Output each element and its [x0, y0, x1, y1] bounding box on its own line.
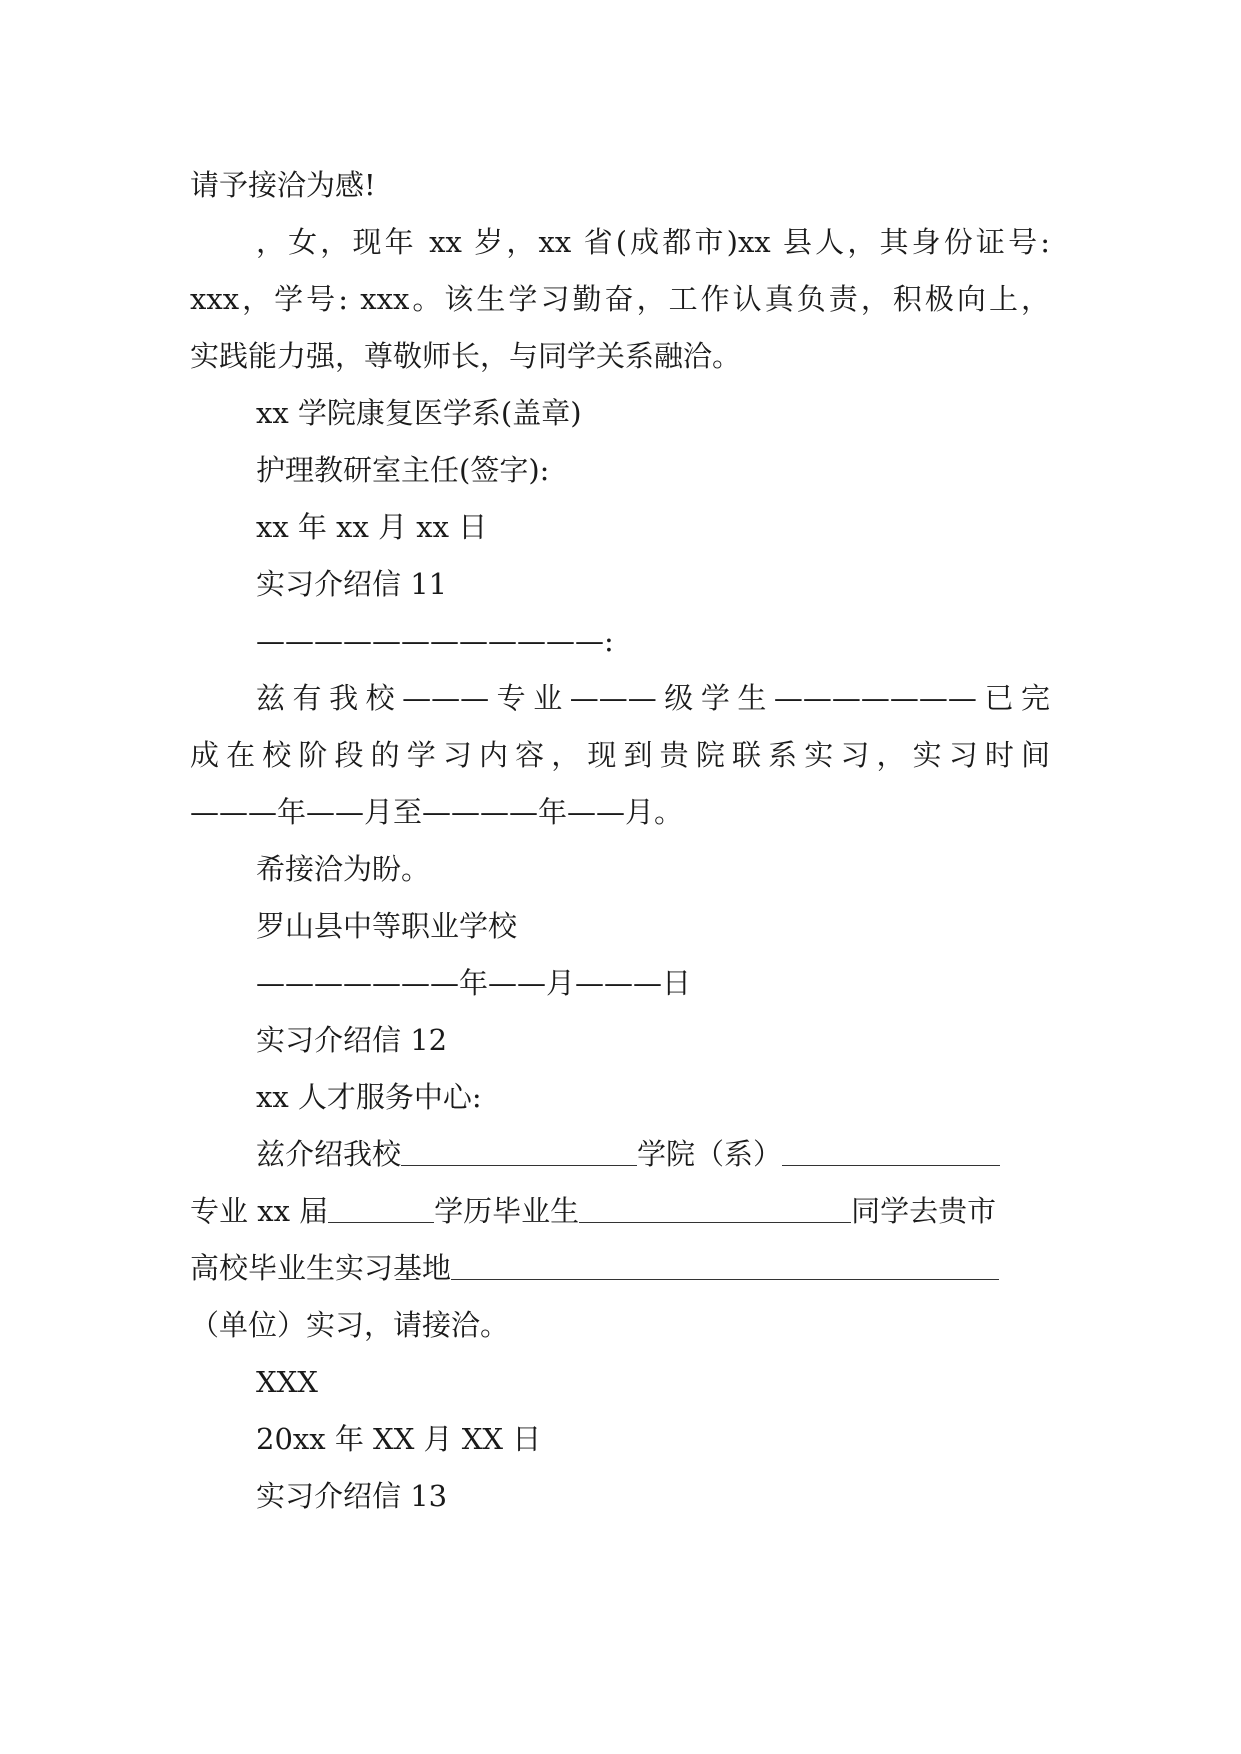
text-fragment: 同学去贵市: [851, 1194, 997, 1228]
section-heading: 实习介绍信 11: [256, 567, 448, 601]
text-line: 兹有我校———专业———级学生———————已完: [256, 681, 1050, 715]
fill-blank: [451, 1247, 999, 1280]
text-fragment: 学院（系）: [637, 1137, 783, 1171]
fill-blank: [782, 1133, 1000, 1166]
text-line: ，女，现年 xx 岁，xx 省(成都市)xx 县人，其身份证号:: [256, 225, 1050, 259]
fill-blank: [328, 1190, 434, 1223]
text-line: ————————————:: [256, 624, 614, 658]
text-line: 希接洽为盼。: [256, 852, 431, 886]
text-line: 20xx 年 XX 月 XX 日: [256, 1422, 542, 1456]
text-line: ———年——月至————年——月。: [190, 795, 684, 829]
section-heading: 实习介绍信 12: [256, 1023, 448, 1057]
text-line: [190, 1190, 1050, 1232]
section-heading: 实习介绍信 13: [256, 1479, 448, 1513]
text-line: 罗山县中等职业学校: [256, 909, 518, 943]
text-line: 实践能力强，尊敬师长，与同学关系融洽。: [190, 339, 742, 373]
text-line: xx 年 xx 月 xx 日: [256, 510, 488, 544]
text-fragment: 学历毕业生: [434, 1194, 580, 1228]
text-fragment: 高校毕业生实习基地: [190, 1251, 452, 1285]
text-line: XXX: [256, 1365, 318, 1399]
text-fragment: 兹介绍我校: [256, 1137, 402, 1171]
fill-blank: [401, 1133, 637, 1166]
text-line: 请予接洽为感!: [190, 168, 376, 202]
text-line: （单位）实习，请接洽。: [190, 1308, 510, 1342]
text-line: 护理教研室主任(签字):: [256, 453, 550, 487]
text-line: xxx，学号: xxx。该生学习勤奋，工作认真负责，积极向上，: [190, 282, 1050, 316]
text-line: 成在校阶段的学习内容，现到贵院联系实习，实习时间: [190, 738, 1050, 772]
text-line: [190, 1247, 1050, 1289]
text-line: xx 学院康复医学系(盖章): [256, 396, 582, 430]
text-line: ———————年——月———日: [256, 966, 692, 1000]
text-line: xx 人才服务中心:: [256, 1080, 482, 1114]
text-line: [256, 1133, 1050, 1175]
fill-blank: [579, 1190, 851, 1223]
text-fragment: 专业 xx 届: [190, 1194, 329, 1228]
